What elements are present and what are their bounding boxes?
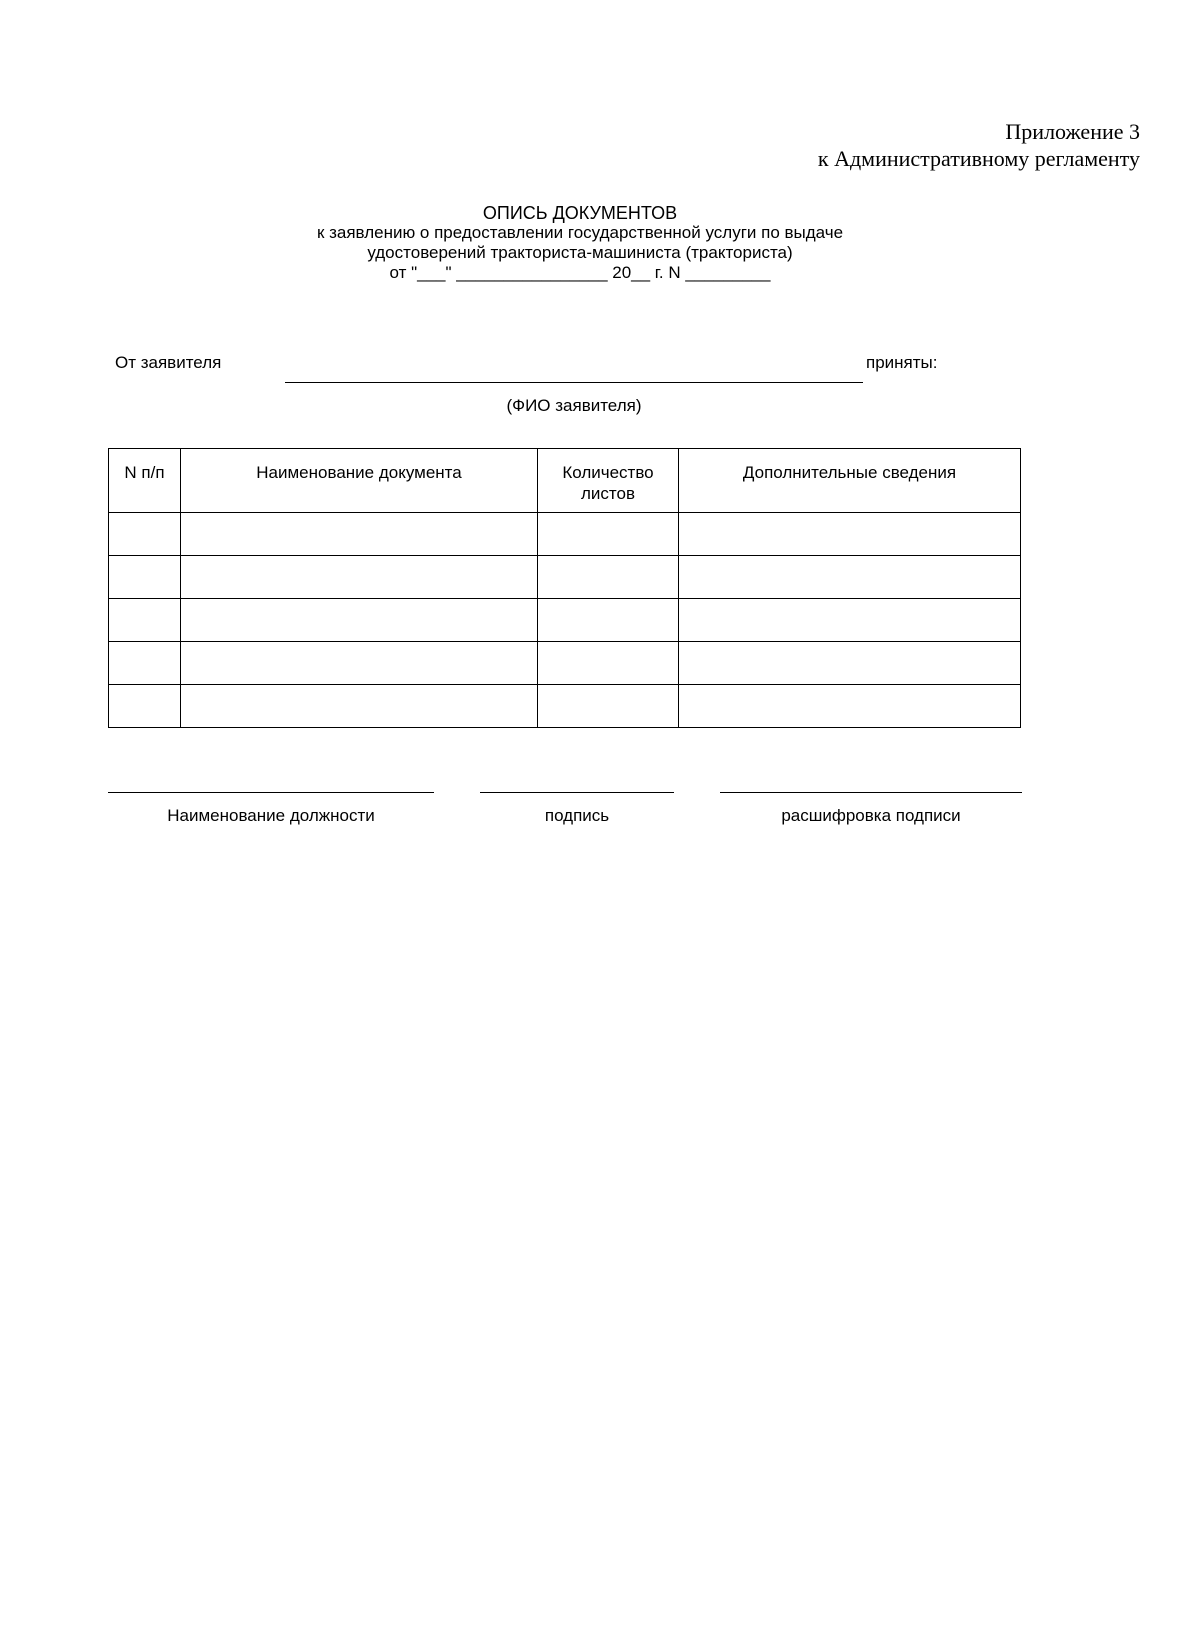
signature-line [480, 792, 674, 793]
table-cell[interactable] [538, 685, 679, 728]
table-cell[interactable] [679, 685, 1021, 728]
header-sheet-count [538, 449, 679, 513]
accepted-label: приняты: [866, 353, 938, 372]
table-cell[interactable] [538, 513, 679, 556]
applicant-name-caption: (ФИО заявителя) [506, 396, 642, 415]
appendix-reference: к Административному регламенту [817, 146, 1140, 171]
table-cell[interactable] [109, 642, 181, 685]
decoding-caption: расшифровка подписи [781, 806, 961, 825]
table-row [109, 556, 1021, 599]
decoding-line [720, 792, 1022, 793]
table-cell[interactable] [109, 556, 181, 599]
table-cell[interactable] [109, 599, 181, 642]
signature-caption: подпись [544, 806, 610, 825]
document-title: ОПИСЬ ДОКУМЕНТОВ [482, 203, 678, 223]
table-cell[interactable] [181, 556, 538, 599]
table-cell[interactable] [181, 599, 538, 642]
table-cell[interactable] [109, 513, 181, 556]
table-cell[interactable] [679, 599, 1021, 642]
documents-table [108, 448, 1021, 728]
table-cell[interactable] [679, 556, 1021, 599]
document-date-number-line: от "___" ________________ 20__ г. N _________ [389, 263, 771, 282]
table-cell[interactable] [538, 642, 679, 685]
document-subtitle-line2: удостоверений тракториста-машиниста (тракториста) [367, 243, 793, 262]
position-caption: Наименование должности [167, 806, 375, 825]
position-line [108, 792, 434, 793]
table-row [109, 599, 1021, 642]
header-sheet-count-label: Количество листов [562, 463, 654, 503]
table-header-row [109, 449, 1021, 513]
document-title-block [200, 203, 960, 283]
table-cell[interactable] [679, 513, 1021, 556]
table-cell[interactable] [181, 685, 538, 728]
table-row [109, 513, 1021, 556]
document-subtitle-line1: к заявлению о предоставлении государственной услуги по выдаче [316, 223, 844, 242]
table-cell[interactable] [538, 556, 679, 599]
header-document-name: Наименование документа [181, 449, 538, 513]
table-cell[interactable] [538, 599, 679, 642]
header-additional-info: Дополнительные сведения [679, 449, 1021, 513]
appendix-header [818, 118, 1140, 172]
table-cell[interactable] [679, 642, 1021, 685]
table-cell[interactable] [181, 642, 538, 685]
applicant-name-line [285, 382, 863, 383]
from-applicant-label: От заявителя [115, 353, 222, 372]
table-cell[interactable] [181, 513, 538, 556]
header-number: N п/п [109, 449, 181, 513]
appendix-number: Приложение 3 [1005, 119, 1140, 144]
table-cell[interactable] [109, 685, 181, 728]
table-row [109, 685, 1021, 728]
table-row [109, 642, 1021, 685]
